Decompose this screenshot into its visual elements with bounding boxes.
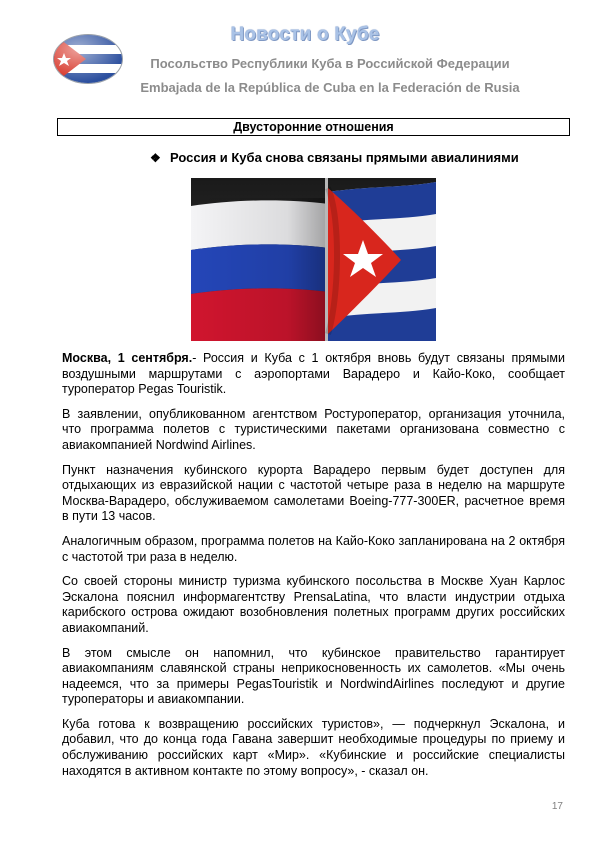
article-paragraph-1 bbox=[62, 351, 565, 398]
site-title: Новости о Кубе bbox=[230, 24, 380, 45]
section-heading: Двусторонние отношения bbox=[57, 118, 570, 136]
article-paragraph-7: Куба готова к возвращению российских туристов», — подчеркнул Эскалона, и добавил, что до конца года Гавана завершит необходимые процедуры по приему и обслуживанию российских карт «Мир». «Кубинские и российские специалисты находятся в активном контакте по этому вопросу», - сказал он. bbox=[62, 716, 565, 778]
article-paragraph-3: Пункт назначения кубинского курорта Варадеро первым будет доступен для отдыхающих из евразийской нации с частотой четыре раза в неделю на маршруте Москва-Варадеро, обслуживаемом самолетами Boeing-777-300ER, расчетное время в пути 13 часов. bbox=[62, 462, 565, 524]
embassy-name-spanish: Embajada de la República de Cuba en la Federación de Rusia bbox=[140, 80, 520, 95]
article-title-row bbox=[150, 150, 519, 165]
article-body bbox=[62, 351, 565, 788]
article-title: Россия и Куба снова связаны прямыми авиалиниями bbox=[170, 150, 519, 165]
article-paragraph-5: Со своей стороны министр туризма кубинского посольства в Москве Хуан Карлос Эскалона пояснил информагентству PrensaLatina, что власти индустрии отдыха карибского острова ожидают возобновления полетных программ других российских авиакомпаний. bbox=[62, 574, 565, 635]
page-number: 17 bbox=[551, 801, 563, 812]
page-header bbox=[0, 0, 610, 110]
diamond-bullet-icon: ❖ bbox=[150, 151, 161, 165]
article-paragraph-2: В заявлении, опубликованном агентством Ростуроператор, организация уточнила, что программа полетов с туристическими пакетами организована совместно с авиакомпанией Nordwind Airlines. bbox=[62, 406, 565, 452]
article-paragraph-4: Аналогичным образом, программа полетов на Кайо-Коко запланирована на 2 октября с частотой три раза в неделю. bbox=[62, 533, 565, 564]
article-dateline: Москва, 1 сентября. bbox=[62, 351, 193, 365]
embassy-name-russian: Посольство Республики Куба в Российской Федерации bbox=[150, 56, 510, 71]
russia-cuba-flags-photo bbox=[191, 178, 436, 341]
article-paragraph-1-text: - Россия и Куба с 1 октября вновь будут связаны прямыми воздушными маршрутами с аэропортами Варадеро и Кайо-Коко, сообщает туроператор Pegas Touristik. bbox=[62, 351, 565, 397]
article-paragraph-6: В этом смысле он напомнил, что кубинское правительство гарантирует авиакомпаниям славянской страны неприкосновенность их самолетов. «Мы очень надеемся, что за примеры PegasTouristik и NordwindAirlines последуют и другие туроператоры и авиакомпании. bbox=[62, 645, 565, 707]
